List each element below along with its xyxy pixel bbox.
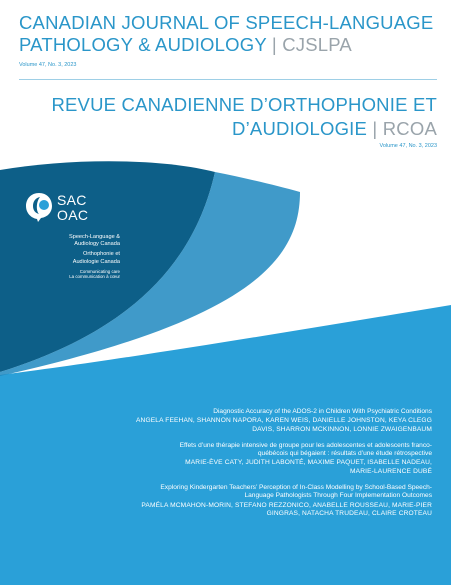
org-name-fr-1: Orthophonie et: [82, 251, 120, 258]
article-authors-line: MARIE-LAURENCE DUBÉ: [350, 467, 432, 475]
title-separator: |: [266, 34, 283, 55]
article-title: [82, 484, 432, 501]
article-authors-line: GINGRAS, NATACHA TRUDEAU, CLAIRE CROTEAU: [266, 509, 432, 517]
article-title-line: Effets d’une thérapie intensive de groupe pour les adolescentes et adolescents franco-: [179, 441, 432, 449]
org-tagline-2: La communication à cœur: [69, 274, 120, 280]
journal-title-fr-line2: [17, 117, 437, 141]
org-name-fr-2: Audiologie Canada: [72, 258, 120, 265]
org-name-en-1: Speech-Language &: [68, 234, 120, 240]
org-tagline-1: Communicating care: [79, 268, 120, 274]
journal-title-en: [19, 12, 439, 56]
speech-bubble-icon: [25, 191, 53, 223]
article-title-line: Language Pathologists Through Four Implementation Outcomes: [244, 492, 432, 500]
article-authors: [82, 417, 432, 434]
journal-title-en-line2: [19, 34, 439, 56]
article-item: [82, 408, 432, 434]
article-title-line: Exploring Kindergarten Teachers’ Perception of In-Class Modelling by School-Based Speech-: [160, 484, 432, 492]
article-title: [82, 408, 432, 416]
journal-title-fr-line1: REVUE CANADIENNE D’ORTHOPHONIE ET: [51, 94, 437, 115]
logo-text: [57, 193, 88, 223]
article-authors: [82, 459, 432, 476]
article-authors-line: PAMÉLA MCMAHON-MORIN, STEFANO REZZONICO, ANABELLE ROUSSEAU, MARIE-PIER: [141, 501, 432, 509]
title-separator-fr: |: [367, 118, 383, 139]
article-item: [82, 484, 432, 518]
article-authors-line: ANGELA FEEHAN, SHANNON NAPORA, KAREN WEIS, DANIELLE JOHNSTON, KEYA CLEGG: [136, 417, 432, 425]
journal-title-en-line2-text: PATHOLOGY & AUDIOLOGY: [19, 34, 267, 55]
organization-names: [25, 234, 120, 280]
journal-title-en-line1: CANADIAN JOURNAL OF SPEECH-LANGUAGE: [19, 12, 434, 33]
journal-title-fr-line2-text: D’AUDIOLOGIE: [232, 118, 368, 139]
logo-text-line2: OAC: [57, 207, 89, 223]
divider-rule: [19, 79, 437, 80]
article-authors: [82, 502, 432, 519]
article-authors-line: MARIE-ÈVE CATY, JUDITH LABONTÉ, MAXIME PAQUET, ISABELLE NADEAU,: [185, 459, 432, 467]
journal-abbr-fr: RCOA: [382, 118, 437, 139]
org-name-en-2: Audiology Canada: [74, 241, 120, 248]
article-title-line: Diagnostic Accuracy of the ADOS-2 in Children With Psychiatric Conditions: [213, 408, 432, 415]
article-title-line: québécois qui bégaient : résultats d’une étude rétrospective: [257, 450, 432, 458]
journal-title-fr: [17, 93, 437, 141]
article-list: [82, 408, 432, 526]
journal-abbr-en: CJSLPA: [282, 34, 352, 55]
article-item: [82, 442, 432, 476]
article-authors-line: DAVIS, SHARRON MCKINNON, LONNIE ZWAIGENBAUM: [252, 425, 432, 433]
article-title: [82, 442, 432, 459]
volume-label-en: Volume 47, No. 3, 2023: [19, 62, 77, 68]
volume-label-fr: Volume 47, No. 3, 2023: [379, 143, 437, 149]
logo-text-line1: SAC: [57, 192, 87, 208]
